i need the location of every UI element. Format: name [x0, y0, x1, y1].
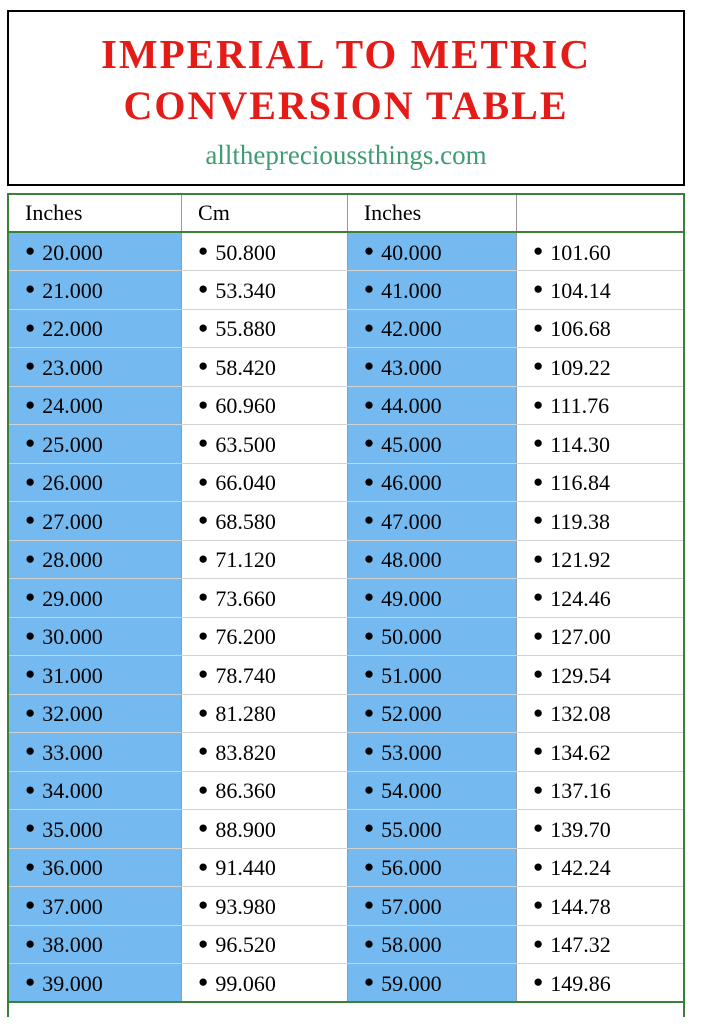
table-cell — [182, 771, 348, 810]
table-cell — [9, 540, 182, 579]
conversion-table-wrapper — [7, 193, 685, 1017]
table-cell — [517, 271, 684, 310]
bullet-icon: ● — [363, 702, 375, 722]
cell-value: 116.84 — [550, 470, 610, 496]
bullet-icon: ● — [363, 971, 375, 991]
cell-value: 47.000 — [381, 508, 442, 534]
cell-value: 68.580 — [215, 508, 276, 534]
cell-value: 48.000 — [381, 547, 442, 573]
cell-value: 57.000 — [381, 893, 442, 919]
bullet-icon: ● — [533, 356, 544, 376]
cell-value: 83.820 — [215, 739, 276, 765]
table-cell — [347, 771, 516, 810]
cell-value: 46.000 — [381, 470, 442, 496]
table-cell — [347, 656, 516, 695]
cell-value: 34.000 — [42, 778, 103, 804]
cell-value: 29.000 — [42, 585, 103, 611]
bullet-icon: ● — [198, 433, 209, 453]
cell-value: 40.000 — [381, 239, 442, 265]
table-header-row — [9, 194, 683, 232]
bullet-icon: ● — [533, 818, 544, 838]
bullet-icon: ● — [198, 779, 209, 799]
bullet-icon: ● — [363, 779, 375, 799]
cell-value: 32.000 — [42, 701, 103, 727]
cell-value: 76.200 — [215, 624, 276, 650]
table-cell — [182, 887, 348, 926]
cell-value: 134.62 — [550, 739, 611, 765]
cell-value: 129.54 — [550, 662, 611, 688]
bullet-icon: ● — [25, 779, 36, 799]
table-cell — [517, 502, 684, 541]
cell-value: 41.000 — [381, 277, 442, 303]
table-cell — [517, 810, 684, 849]
bullet-icon: ● — [198, 240, 209, 260]
table-cell — [347, 810, 516, 849]
table-row — [9, 617, 683, 656]
table-cell — [9, 848, 182, 887]
cell-value: 132.08 — [550, 701, 611, 727]
bullet-icon: ● — [25, 971, 36, 991]
bullet-icon: ● — [363, 394, 375, 414]
cell-value: 99.060 — [215, 970, 276, 996]
bullet-icon: ● — [198, 933, 209, 953]
bullet-icon: ● — [25, 933, 36, 953]
table-cell — [517, 348, 684, 387]
cell-value: 73.660 — [215, 585, 276, 611]
table-cell — [347, 887, 516, 926]
bullet-icon: ● — [363, 625, 375, 645]
table-cell — [9, 463, 182, 502]
cell-value: 50.800 — [215, 239, 276, 265]
cell-value: 81.280 — [215, 701, 276, 727]
table-cell — [347, 386, 516, 425]
bullet-icon: ● — [25, 741, 36, 761]
cell-value: 23.000 — [42, 354, 103, 380]
table-body — [9, 232, 683, 1002]
bullet-icon: ● — [25, 240, 36, 260]
bullet-icon: ● — [533, 856, 544, 876]
table-cell — [347, 617, 516, 656]
cell-value: 36.000 — [42, 855, 103, 881]
bullet-icon: ● — [198, 971, 209, 991]
cell-value: 71.120 — [215, 547, 276, 573]
bullet-icon: ● — [533, 433, 544, 453]
cell-value: 104.14 — [550, 277, 611, 303]
cell-value: 33.000 — [42, 739, 103, 765]
cell-value: 43.000 — [381, 354, 442, 380]
bullet-icon: ● — [25, 702, 36, 722]
bullet-icon: ● — [363, 741, 375, 761]
bullet-icon: ● — [363, 933, 375, 953]
table-row — [9, 502, 683, 541]
bullet-icon: ● — [363, 279, 375, 299]
bullet-icon: ● — [533, 702, 544, 722]
cell-value: 114.30 — [550, 431, 610, 457]
bullet-icon: ● — [198, 856, 209, 876]
bullet-icon: ● — [363, 548, 375, 568]
table-row — [9, 887, 683, 926]
bullet-icon: ● — [363, 664, 375, 684]
bullet-icon: ● — [198, 895, 209, 915]
table-row — [9, 656, 683, 695]
cell-value: 30.000 — [42, 624, 103, 650]
bullet-icon: ● — [25, 856, 36, 876]
bullet-icon: ● — [198, 702, 209, 722]
cell-value: 59.000 — [381, 970, 442, 996]
table-cell — [182, 348, 348, 387]
column-header-cm-2 — [517, 194, 684, 232]
table-cell — [9, 232, 182, 271]
cell-value: 121.92 — [550, 547, 611, 573]
table-cell — [9, 925, 182, 964]
table-header-row-group — [9, 194, 683, 232]
site-watermark: alltheprecioussthings.com — [205, 140, 487, 170]
bullet-icon: ● — [533, 240, 544, 260]
cell-value: 54.000 — [381, 778, 442, 804]
column-header-cm-1: Cm — [182, 194, 348, 232]
cell-value: 58.420 — [215, 354, 276, 380]
bullet-icon: ● — [25, 895, 36, 915]
cell-value: 52.000 — [381, 701, 442, 727]
column-header-inches-2: Inches — [347, 194, 516, 232]
table-cell — [182, 271, 348, 310]
bullet-icon: ● — [363, 818, 375, 838]
table-cell — [517, 232, 684, 271]
bullet-icon: ● — [198, 279, 209, 299]
cell-value: 56.000 — [381, 855, 442, 881]
bullet-icon: ● — [25, 433, 36, 453]
table-row — [9, 540, 683, 579]
bullet-icon: ● — [198, 317, 209, 337]
table-cell — [347, 694, 516, 733]
table-row — [9, 309, 683, 348]
cell-value: 101.60 — [550, 239, 611, 265]
table-row — [9, 271, 683, 310]
table-cell — [517, 617, 684, 656]
table-cell — [9, 656, 182, 695]
table-cell — [347, 733, 516, 772]
table-cell — [517, 386, 684, 425]
table-row — [9, 425, 683, 464]
bullet-icon: ● — [25, 587, 36, 607]
bullet-icon: ● — [363, 587, 375, 607]
bullet-icon: ● — [533, 510, 544, 530]
bullet-icon: ● — [198, 587, 209, 607]
bullet-icon: ● — [363, 240, 375, 260]
cell-value: 25.000 — [42, 431, 103, 457]
bullet-icon: ● — [533, 279, 544, 299]
bullet-icon: ● — [363, 895, 375, 915]
table-cell — [347, 964, 516, 1003]
table-cell — [517, 887, 684, 926]
table-cell — [9, 502, 182, 541]
table-cell — [517, 309, 684, 348]
table-cell — [9, 579, 182, 618]
bullet-icon: ● — [198, 394, 209, 414]
table-cell — [182, 925, 348, 964]
table-cell — [182, 502, 348, 541]
bullet-icon: ● — [25, 471, 36, 491]
table-cell — [9, 771, 182, 810]
table-cell — [517, 540, 684, 579]
cell-value: 127.00 — [550, 624, 611, 650]
table-row — [9, 463, 683, 502]
bullet-icon: ● — [533, 895, 544, 915]
cell-value: 28.000 — [42, 547, 103, 573]
table-cell — [182, 386, 348, 425]
cell-value: 45.000 — [381, 431, 442, 457]
cell-value: 22.000 — [42, 316, 103, 342]
table-row — [9, 348, 683, 387]
cell-value: 27.000 — [42, 508, 103, 534]
bullet-icon: ● — [363, 471, 375, 491]
table-cell — [517, 848, 684, 887]
cell-value: 38.000 — [42, 932, 103, 958]
table-cell — [517, 733, 684, 772]
cell-value: 144.78 — [550, 893, 611, 919]
cell-value: 53.000 — [381, 739, 442, 765]
cell-value: 50.000 — [381, 624, 442, 650]
table-cell — [347, 232, 516, 271]
table-cell — [182, 425, 348, 464]
cell-value: 91.440 — [215, 855, 276, 881]
bullet-icon: ● — [198, 510, 209, 530]
table-cell — [517, 694, 684, 733]
cell-value: 96.520 — [215, 932, 276, 958]
bullet-icon: ● — [533, 971, 544, 991]
cell-value: 137.16 — [550, 778, 611, 804]
table-row — [9, 386, 683, 425]
table-row — [9, 579, 683, 618]
conversion-table — [9, 193, 683, 1003]
table-cell — [517, 425, 684, 464]
table-cell — [347, 540, 516, 579]
table-row — [9, 810, 683, 849]
table-cell — [9, 617, 182, 656]
cell-value: 26.000 — [42, 470, 103, 496]
page-title-line-1: IMPERIAL TO METRIC — [100, 31, 592, 77]
cell-value: 111.76 — [550, 393, 610, 419]
table-cell — [182, 810, 348, 849]
cell-value: 55.000 — [381, 816, 442, 842]
table-cell — [9, 887, 182, 926]
bullet-icon: ● — [25, 279, 36, 299]
cell-value: 44.000 — [381, 393, 442, 419]
table-cell — [347, 463, 516, 502]
table-cell — [182, 579, 348, 618]
bullet-icon: ● — [198, 625, 209, 645]
cell-value: 60.960 — [215, 393, 276, 419]
page-title-line-2: CONVERSION TABLE — [123, 83, 569, 128]
table-cell — [347, 348, 516, 387]
table-cell — [9, 425, 182, 464]
bullet-icon: ● — [198, 818, 209, 838]
bullet-icon: ● — [533, 741, 544, 761]
cell-value: 86.360 — [215, 778, 276, 804]
table-cell — [182, 309, 348, 348]
table-cell — [347, 848, 516, 887]
table-row — [9, 694, 683, 733]
table-cell — [517, 771, 684, 810]
bullet-icon: ● — [25, 664, 36, 684]
bullet-icon: ● — [198, 471, 209, 491]
cell-value: 106.68 — [550, 316, 611, 342]
bullet-icon: ● — [25, 818, 36, 838]
column-header-inches-1: Inches — [9, 194, 182, 232]
table-cell — [182, 617, 348, 656]
cell-value: 49.000 — [381, 585, 442, 611]
table-cell — [9, 694, 182, 733]
bullet-icon: ● — [533, 548, 544, 568]
table-cell — [347, 579, 516, 618]
cell-value: 66.040 — [215, 470, 276, 496]
cell-value: 93.980 — [215, 893, 276, 919]
bullet-icon: ● — [533, 664, 544, 684]
cell-value: 21.000 — [42, 277, 103, 303]
cell-value: 37.000 — [42, 893, 103, 919]
table-cell — [517, 656, 684, 695]
cell-value: 147.32 — [550, 932, 611, 958]
table-cell — [517, 964, 684, 1003]
bullet-icon: ● — [363, 510, 375, 530]
cell-value: 119.38 — [550, 508, 610, 534]
table-cell — [182, 232, 348, 271]
table-cell — [9, 386, 182, 425]
table-cell — [182, 694, 348, 733]
bullet-icon: ● — [533, 625, 544, 645]
table-cell — [517, 579, 684, 618]
table-cell — [9, 271, 182, 310]
bullet-icon: ● — [363, 356, 375, 376]
cell-value: 31.000 — [42, 662, 103, 688]
bullet-icon: ● — [25, 510, 36, 530]
cell-value: 55.880 — [215, 316, 276, 342]
bullet-icon: ● — [363, 433, 375, 453]
table-cell — [182, 540, 348, 579]
bullet-icon: ● — [533, 779, 544, 799]
table-cell — [9, 733, 182, 772]
cell-value: 20.000 — [42, 239, 103, 265]
cell-value: 42.000 — [381, 316, 442, 342]
bullet-icon: ● — [25, 356, 36, 376]
cell-value: 39.000 — [42, 970, 103, 996]
cell-value: 24.000 — [42, 393, 103, 419]
table-cell — [182, 848, 348, 887]
table-cell — [9, 810, 182, 849]
bullet-icon: ● — [533, 587, 544, 607]
table-cell — [347, 925, 516, 964]
table-cell — [182, 463, 348, 502]
table-row — [9, 771, 683, 810]
bullet-icon: ● — [25, 625, 36, 645]
bullet-icon: ● — [198, 741, 209, 761]
bullet-icon: ● — [363, 856, 375, 876]
table-row — [9, 964, 683, 1003]
cell-value: 142.24 — [550, 855, 611, 881]
table-row — [9, 925, 683, 964]
table-cell — [347, 502, 516, 541]
table-row — [9, 848, 683, 887]
cell-value: 51.000 — [381, 662, 442, 688]
cell-value: 124.46 — [550, 585, 611, 611]
table-row — [9, 232, 683, 271]
table-cell — [182, 733, 348, 772]
cell-value: 109.22 — [550, 354, 611, 380]
table-cell — [347, 309, 516, 348]
bullet-icon: ● — [198, 664, 209, 684]
bullet-icon: ● — [25, 317, 36, 337]
table-cell — [347, 271, 516, 310]
bullet-icon: ● — [533, 471, 544, 491]
bullet-icon: ● — [533, 317, 544, 337]
table-cell — [347, 425, 516, 464]
bullet-icon: ● — [198, 548, 209, 568]
cell-value: 139.70 — [550, 816, 611, 842]
table-cell — [9, 309, 182, 348]
table-cell — [517, 925, 684, 964]
cell-value: 63.500 — [215, 431, 276, 457]
cell-value: 78.740 — [215, 662, 276, 688]
bullet-icon: ● — [198, 356, 209, 376]
bullet-icon: ● — [533, 394, 544, 414]
bullet-icon: ● — [533, 933, 544, 953]
table-cell — [182, 964, 348, 1003]
cell-value: 58.000 — [381, 932, 442, 958]
bullet-icon: ● — [25, 548, 36, 568]
table-cell — [182, 656, 348, 695]
cell-value: 35.000 — [42, 816, 103, 842]
table-cell — [9, 348, 182, 387]
bullet-icon: ● — [363, 317, 375, 337]
cell-value: 149.86 — [550, 970, 611, 996]
cell-value: 53.340 — [215, 277, 276, 303]
bullet-icon: ● — [25, 394, 36, 414]
table-cell — [517, 463, 684, 502]
header-panel — [7, 10, 685, 186]
cell-value: 88.900 — [215, 816, 276, 842]
table-cell — [9, 964, 182, 1003]
table-row — [9, 733, 683, 772]
